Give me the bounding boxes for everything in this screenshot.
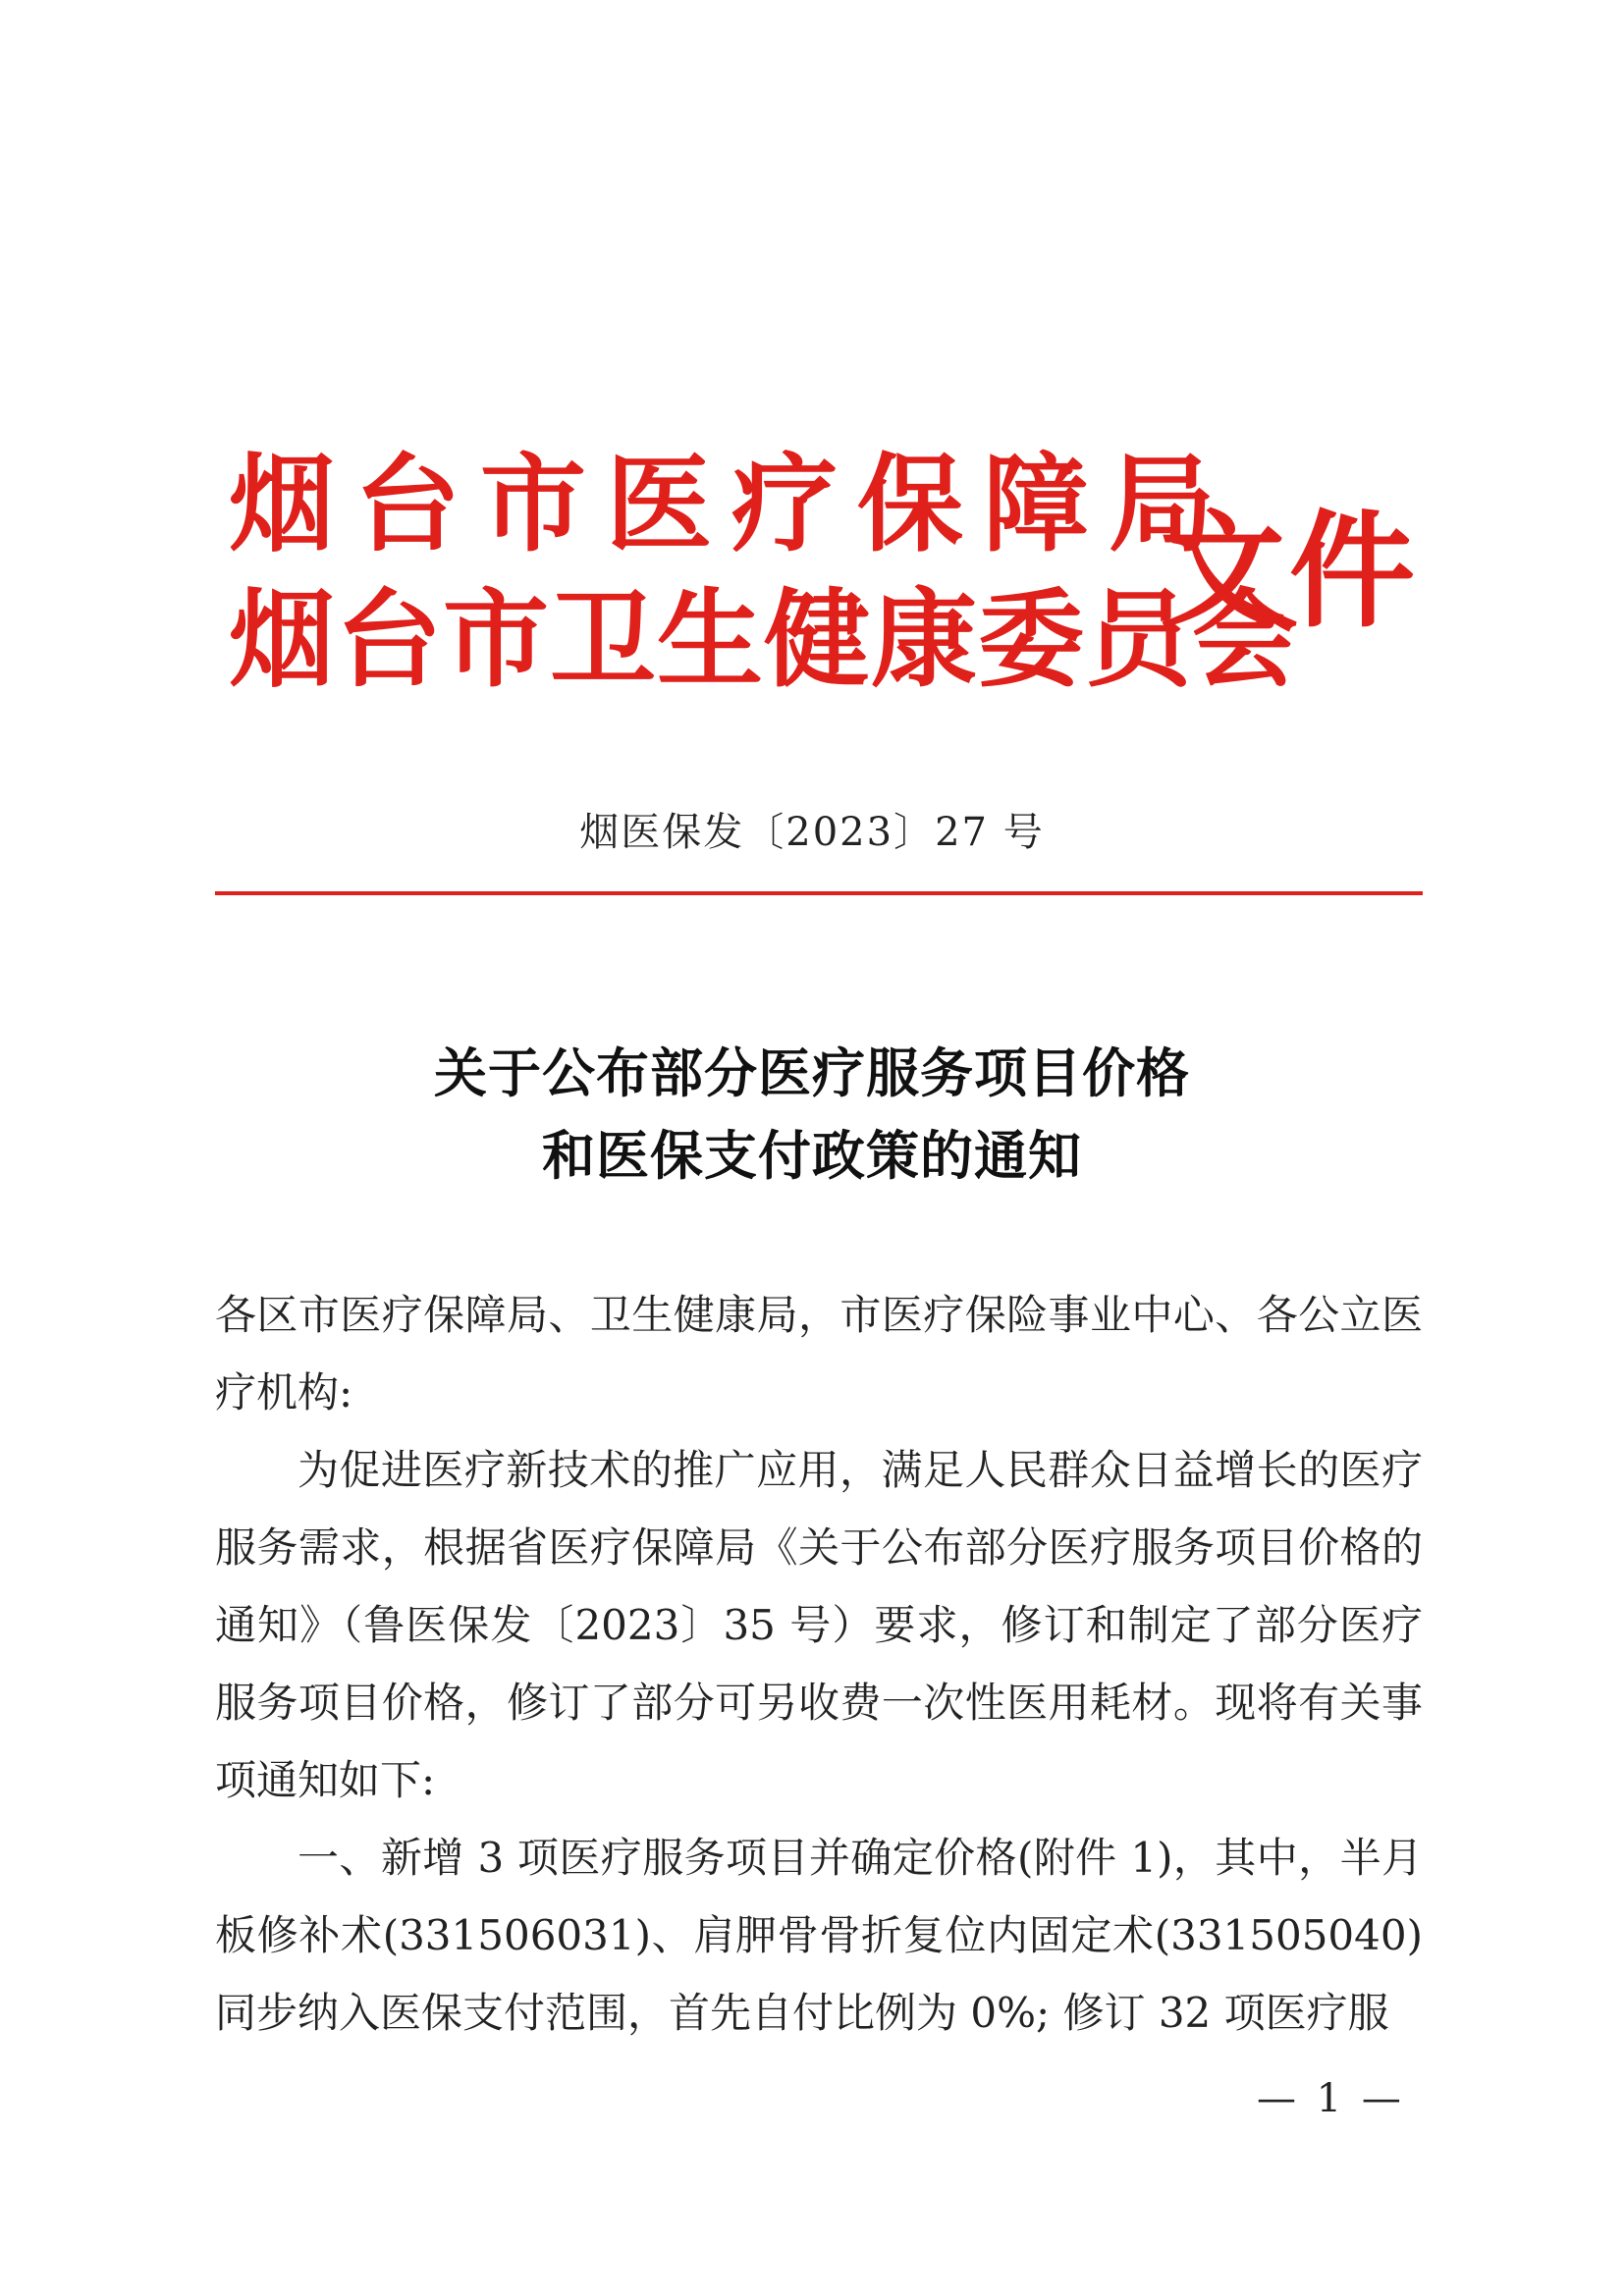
body-paragraph-item-1: 一、新增 3 项医疗服务项目并确定价格(附件 1)，其中，半月板修补术(331506031)、肩胛骨骨折复位内固定术(331505040)同步纳入医保支付范围，首先自付比例为 0%; 修订 32 项医疗服 — [215, 1834, 1423, 2037]
body-paragraph-intro: 为促进医疗新技术的推广应用，满足人民群众日益增长的医疗服务需求，根据省医疗保障局《关于公布部分医疗服务项目价格的通知》（鲁医保发〔2023〕35 号）要求，修订和制定了部分医疗服务项目价格，修订了部分可另收费一次性医用耗材。现将有关事项通知如下: — [215, 1446, 1423, 1804]
document-title-line-1: 关于公布部分医疗服务项目价格 — [434, 1041, 1190, 1104]
document-body — [215, 1276, 1423, 2052]
document-title-line-2: 和医保支付政策的通知 — [542, 1124, 1082, 1187]
addressee-paragraph: 各区市医疗保障局、卫生健康局，市医疗保险事业中心、各公立医疗机构: — [215, 1291, 1423, 1416]
document-number: 烟医保发〔2023〕27 号 — [579, 810, 1045, 855]
letterhead — [229, 432, 1420, 726]
document-kind-label: 文件 — [1160, 498, 1420, 645]
issuer-name-medical-security-bureau: 烟台市医疗保障局 — [229, 443, 1235, 566]
page-number: — 1 — — [1257, 2076, 1405, 2121]
red-separator-line — [215, 891, 1423, 895]
issuer-name-health-commission: 烟台市卫生健康委员会 — [229, 578, 1300, 702]
